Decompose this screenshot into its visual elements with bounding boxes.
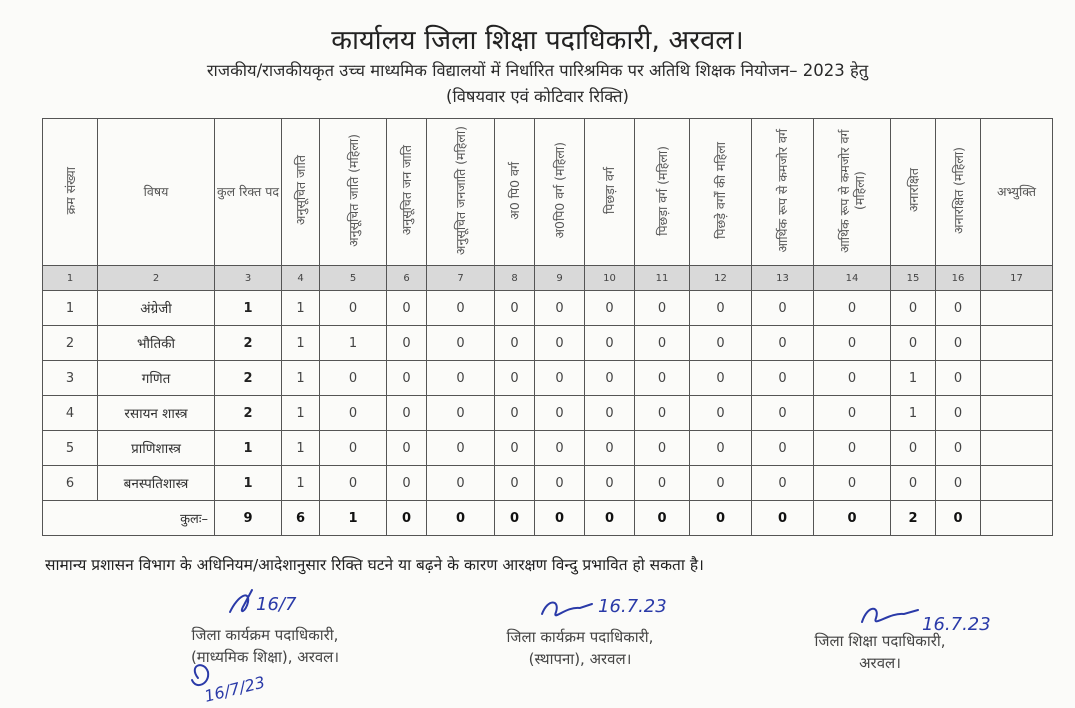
column-header-label: अनुसूचित जाति [293, 155, 308, 226]
subject-name: बनस्पतिशास्त्र [98, 466, 215, 501]
category-vacancy: 0 [495, 396, 535, 431]
category-vacancy: 0 [635, 396, 690, 431]
category-vacancy: 0 [427, 361, 495, 396]
category-vacancy: 0 [752, 361, 814, 396]
category-vacancy: 0 [752, 466, 814, 501]
category-vacancy: 0 [535, 466, 585, 501]
handwritten-date-2: 16.7.23 [598, 596, 667, 617]
category-vacancy: 1 [891, 361, 936, 396]
category-vacancy: 0 [535, 361, 585, 396]
category-vacancy: 0 [320, 361, 387, 396]
serial-number: 5 [43, 431, 98, 466]
category-vacancy: 0 [690, 396, 752, 431]
signature-designation: जिला शिक्षा पदाधिकारी, [814, 632, 946, 650]
page-title: कार्यालय जिला शिक्षा पदाधिकारी, अरवल। [331, 25, 744, 56]
column-header-label: अनारक्षित [905, 168, 921, 213]
column-number: 6 [387, 266, 427, 291]
total-vacancy: 1 [215, 431, 282, 466]
column-header-label: आर्थिक रूप से कमजोर वर्ग (महिला) [837, 128, 867, 253]
total-vacancy: 2 [215, 361, 282, 396]
category-vacancy: 0 [891, 466, 936, 501]
category-vacancy: 0 [387, 326, 427, 361]
signature-designation: जिला कार्यक्रम पदाधिकारी, [191, 626, 339, 644]
column-number: 8 [495, 266, 535, 291]
signature-office: (माध्यमिक शिक्षा), अरवल। [190, 648, 340, 666]
column-header-label: पिछड़े वर्गों की महिला [713, 142, 728, 239]
signature-scribble-3 [862, 609, 918, 622]
column-number: 12 [690, 266, 752, 291]
category-vacancy: 1 [320, 326, 387, 361]
category-total: 0 [495, 501, 535, 536]
category-vacancy: 0 [320, 431, 387, 466]
category-vacancy: 0 [814, 326, 891, 361]
category-vacancy: 0 [320, 291, 387, 326]
column-number: 14 [814, 266, 891, 291]
category-vacancy: 0 [891, 326, 936, 361]
column-number: 11 [635, 266, 690, 291]
category-vacancy: 0 [690, 361, 752, 396]
category-vacancy: 0 [387, 431, 427, 466]
category-vacancy: 0 [936, 291, 981, 326]
category-total: 0 [635, 501, 690, 536]
category-total: 0 [387, 501, 427, 536]
category-vacancy: 0 [936, 361, 981, 396]
category-vacancy: 0 [535, 326, 585, 361]
column-header-label: कुल रिक्त पद [217, 184, 279, 199]
category-vacancy: 0 [814, 396, 891, 431]
column-header-label: अनुसूचित जनजाति (महिला) [453, 125, 468, 256]
category-vacancy: 0 [752, 326, 814, 361]
category-vacancy: 0 [752, 291, 814, 326]
category-total: 6 [282, 501, 320, 536]
category-vacancy: 0 [936, 431, 981, 466]
handwritten-date-3: 16.7.23 [922, 614, 991, 635]
category-vacancy: 0 [690, 466, 752, 501]
subject-name: गणित [98, 361, 215, 396]
serial-number: 4 [43, 396, 98, 431]
page-subtitle: राजकीय/राजकीयकृत उच्च माध्यमिक विद्यालयों में निर्धारित पारिश्रमिक पर अतिथि शिक्षक नियोजन– 2023 हेतु [206, 61, 869, 80]
category-total: 0 [752, 501, 814, 536]
category-vacancy: 0 [814, 361, 891, 396]
category-vacancy: 0 [814, 291, 891, 326]
subject-name: प्राणिशास्त्र [98, 431, 215, 466]
category-vacancy: 0 [585, 326, 635, 361]
category-vacancy: 0 [535, 431, 585, 466]
serial-number: 2 [43, 326, 98, 361]
category-vacancy: 0 [427, 291, 495, 326]
subject-name: रसायन शास्त्र [98, 396, 215, 431]
category-vacancy: 0 [495, 326, 535, 361]
column-number: 13 [752, 266, 814, 291]
category-total: 0 [690, 501, 752, 536]
category-vacancy: 0 [427, 396, 495, 431]
category-vacancy: 0 [585, 291, 635, 326]
category-vacancy: 0 [690, 326, 752, 361]
category-vacancy: 0 [387, 466, 427, 501]
subject-name: अंग्रेजी [98, 291, 215, 326]
category-vacancy: 0 [891, 431, 936, 466]
category-vacancy: 0 [535, 291, 585, 326]
signature-designation: जिला कार्यक्रम पदाधिकारी, [506, 628, 654, 646]
category-vacancy: 0 [635, 361, 690, 396]
serial-number: 3 [43, 361, 98, 396]
category-vacancy: 0 [535, 396, 585, 431]
column-number: 17 [981, 266, 1053, 291]
category-vacancy: 0 [585, 361, 635, 396]
category-vacancy: 0 [427, 326, 495, 361]
category-total: 0 [936, 501, 981, 536]
signature-scribble-2 [542, 603, 592, 616]
category-vacancy: 0 [635, 326, 690, 361]
column-header-label: पिछड़ा वर्ग (महिला) [654, 145, 670, 236]
subject-name: भौतिकी [98, 326, 215, 361]
handwritten-date-1: 16/7 [256, 594, 297, 615]
category-total: 2 [891, 501, 936, 536]
column-number: 2 [98, 266, 215, 291]
column-header-label: अभ्युक्ति [996, 184, 1037, 199]
total-vacancy: 2 [215, 396, 282, 431]
category-vacancy: 0 [635, 466, 690, 501]
column-number: 4 [282, 266, 320, 291]
column-number: 5 [320, 266, 387, 291]
category-vacancy: 0 [635, 291, 690, 326]
column-number: 7 [427, 266, 495, 291]
column-number: 10 [585, 266, 635, 291]
category-vacancy: 0 [635, 431, 690, 466]
category-vacancy: 0 [585, 466, 635, 501]
total-vacancy: 2 [215, 326, 282, 361]
category-vacancy: 0 [387, 361, 427, 396]
grand-total: 9 [215, 501, 282, 536]
category-vacancy: 0 [936, 396, 981, 431]
totals-label: कुलः– [43, 501, 215, 536]
category-vacancy: 0 [320, 466, 387, 501]
column-number: 16 [936, 266, 981, 291]
column-header-label: क्रम संख्या [62, 166, 78, 215]
category-vacancy: 1 [282, 326, 320, 361]
category-vacancy: 1 [282, 396, 320, 431]
handwritten-date-1b: 16/7/23 [202, 672, 267, 706]
column-header-label: अनुसूचित जाति (महिला) [345, 134, 361, 247]
category-vacancy: 0 [427, 466, 495, 501]
category-total: 0 [427, 501, 495, 536]
category-vacancy: 0 [320, 396, 387, 431]
category-vacancy: 0 [690, 431, 752, 466]
column-header-label: अनुसूचित जन जाति [399, 145, 414, 236]
column-number: 1 [43, 266, 98, 291]
total-vacancy: 1 [215, 466, 282, 501]
category-vacancy: 0 [752, 431, 814, 466]
signature-office: अरवल। [859, 654, 901, 672]
category-vacancy: 0 [387, 291, 427, 326]
category-vacancy: 0 [752, 396, 814, 431]
category-total: 0 [814, 501, 891, 536]
category-vacancy: 0 [495, 361, 535, 396]
category-vacancy: 0 [814, 466, 891, 501]
serial-number: 1 [43, 291, 98, 326]
category-vacancy: 0 [585, 431, 635, 466]
category-vacancy: 0 [814, 431, 891, 466]
category-vacancy: 0 [387, 396, 427, 431]
total-vacancy: 1 [215, 291, 282, 326]
category-vacancy: 0 [495, 466, 535, 501]
column-header-label: अ0 पि0 वर्ग [507, 161, 522, 220]
category-vacancy: 0 [891, 291, 936, 326]
category-total: 1 [320, 501, 387, 536]
category-vacancy: 1 [282, 466, 320, 501]
column-header-label: विषय [143, 184, 169, 199]
serial-number: 6 [43, 466, 98, 501]
category-vacancy: 1 [282, 361, 320, 396]
category-total: 0 [535, 501, 585, 536]
category-vacancy: 0 [585, 396, 635, 431]
column-header-label: अ0पि0 वर्ग (महिला) [552, 142, 567, 239]
signature-scribble-1 [230, 590, 252, 612]
footnote: सामान्य प्रशासन विभाग के अधिनियम/आदेशानुसार रिक्ति घटने या बढ़ने के कारण आरक्षण विन्दु प्रभावित हो सकता है। [45, 556, 704, 574]
category-vacancy: 1 [891, 396, 936, 431]
signature-office: (स्थापना), अरवल। [528, 650, 632, 668]
signature-scribble-1b [192, 665, 208, 685]
category-vacancy: 1 [282, 431, 320, 466]
column-header-label: अनारक्षित (महिला) [950, 147, 966, 234]
column-header-label: पिछड़ा वर्ग [602, 167, 617, 214]
category-vacancy: 0 [495, 431, 535, 466]
category-vacancy: 0 [936, 466, 981, 501]
column-header-label: आर्थिक रूप से कमजोर वर्ग [775, 128, 790, 253]
page-subtitle-2: (विषयवार एवं कोटिवार रिक्ति) [446, 87, 629, 106]
column-number: 9 [535, 266, 585, 291]
column-number: 3 [215, 266, 282, 291]
category-vacancy: 0 [936, 326, 981, 361]
category-total: 0 [585, 501, 635, 536]
category-vacancy: 1 [282, 291, 320, 326]
category-vacancy: 0 [427, 431, 495, 466]
column-number: 15 [891, 266, 936, 291]
category-vacancy: 0 [495, 291, 535, 326]
category-vacancy: 0 [690, 291, 752, 326]
